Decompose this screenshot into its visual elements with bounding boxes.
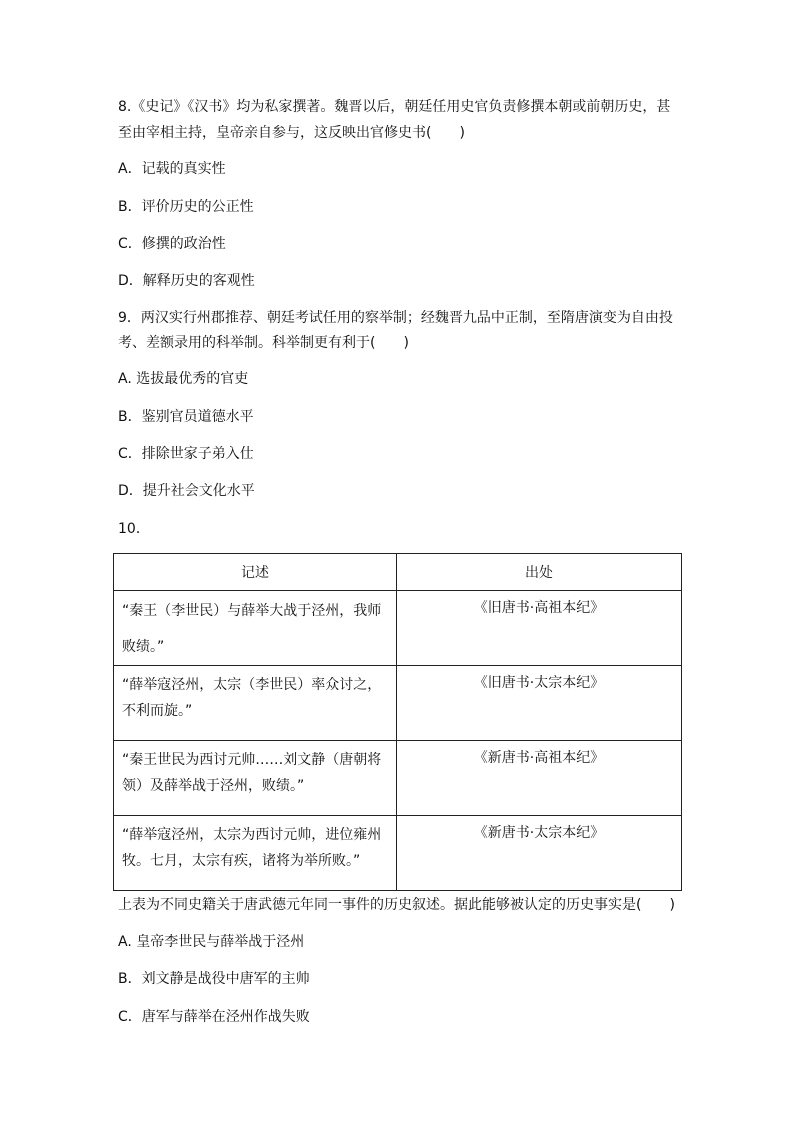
table-cell-account <box>114 816 397 891</box>
table-cell-source <box>397 591 682 666</box>
q10-stem: 上表为不同史籍关于唐武德元年同一事件的历史叙述。据此能够被认定的历史事实是( ) <box>118 897 675 913</box>
q8-option-d: D．解释历史的客观性 <box>118 273 255 289</box>
q9-stem-line2: 考、差额录用的科举制。科举制更有利于( ) <box>118 335 409 351</box>
table-header-row <box>114 554 682 591</box>
source-table <box>113 553 682 891</box>
q8-stem-line2: 至由宰相主持，皇帝亲自参与，这反映出官修史书( ) <box>118 125 465 141</box>
account-line1: “秦王（李世民）与薛举大战于泾州，我师 <box>122 603 382 619</box>
q9-option-c: C．排除世家子弟入仕 <box>118 446 254 462</box>
q8-option-b: B．评价历史的公正性 <box>118 199 254 215</box>
q10-number: 10． <box>118 521 150 537</box>
account-line2: 领）及薛举战于泾州，败绩。” <box>122 778 305 794</box>
source-text: 《新唐书·高祖本纪》 <box>473 750 605 766</box>
q10-option-a: A. 皇帝李世民与薛举战于泾州 <box>118 934 305 950</box>
source-text: 《新唐书·太宗本纪》 <box>473 825 605 841</box>
q10-option-c: C．唐军与薛举在泾州作战失败 <box>118 1009 310 1025</box>
q10-option-b: B．刘文静是战役中唐军的主帅 <box>118 971 310 987</box>
table-header-source: 出处 <box>397 554 682 591</box>
table-row <box>114 816 682 891</box>
source-text: 《旧唐书·高祖本纪》 <box>473 600 605 616</box>
q9-option-a: A. 选拔最优秀的官吏 <box>118 371 249 387</box>
account-line1: “秦王世民为西讨元帅……刘文静（唐朝将 <box>122 752 382 768</box>
table-row <box>114 666 682 741</box>
account-line1: “薛举寇泾州，太宗为西讨元帅，进位雍州 <box>122 827 382 843</box>
table-cell-source <box>397 741 682 816</box>
account-line2: 败绩。” <box>122 639 165 655</box>
source-text: 《旧唐书·太宗本纪》 <box>473 675 605 691</box>
q8-stem-line1: 8.《史记》《汉书》均为私家撰著。魏晋以后，朝廷任用史官负责修撰本朝或前朝历史，甚 <box>118 99 671 115</box>
q9-stem-line1: 9．两汉实行州郡推荐、朝廷考试任用的察举制；经魏晋九品中正制，至隋唐演变为自由投 <box>118 310 673 326</box>
table-cell-account <box>114 741 397 816</box>
table-cell-account <box>114 591 397 666</box>
table-cell-account <box>114 666 397 741</box>
q8-option-a: A．记载的真实性 <box>118 161 226 177</box>
table-header-account: 记述 <box>114 554 397 591</box>
table-cell-source <box>397 666 682 741</box>
table-cell-source <box>397 816 682 891</box>
table-row <box>114 591 682 666</box>
account-line2: 牧。七月，太宗有疾，诸将为举所败。” <box>122 853 361 869</box>
account-line2: 不利而旋。” <box>122 703 193 719</box>
q9-option-b: B．鉴别官员道德水平 <box>118 409 254 425</box>
q8-option-c: C．修撰的政治性 <box>118 236 226 252</box>
account-line1: “薛举寇泾州，太宗（李世民）率众讨之， <box>122 677 382 693</box>
table-row <box>114 741 682 816</box>
q9-option-d: D．提升社会文化水平 <box>118 483 255 499</box>
